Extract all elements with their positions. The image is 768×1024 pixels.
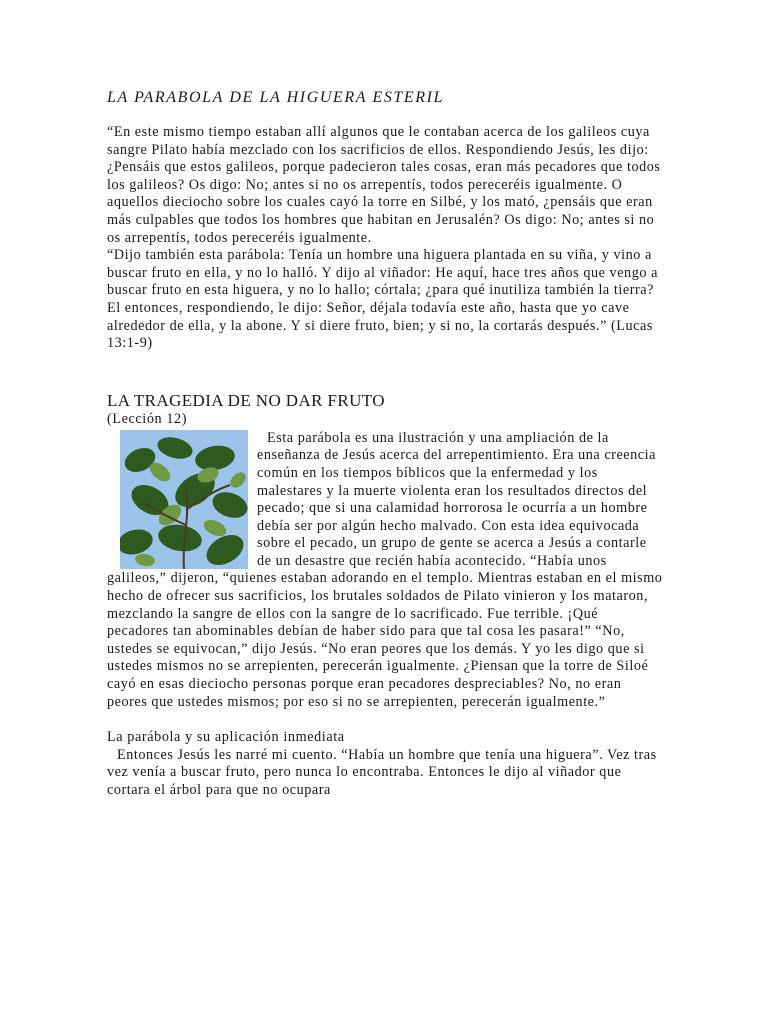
document-title: LA PARABOLA DE LA HIGUERA ESTERIL [107,89,445,106]
fig-tree-image [120,430,248,569]
section-title: LA TRAGEDIA DE NO DAR FRUTO [107,390,385,410]
body-paragraph-2: Entonces Jesús les narré mi cuento. “Había un hombre que tenía una higuera”. Vez tras vez venía a buscar fruto, pero nunca lo encontraba. Entonces le dijo al viñador que cortara el árbol para que no ocupara [107,746,657,798]
body-block [107,430,663,712]
scripture-paragraph-1: “En este mismo tiempo estaban allí algunos que le contaban acerca de los galileos cuya sangre Pilato había mezclado con los sacrificios de ellos. Respondiendo Jesús, les dijo: ¿Pensáis que estos galileos, porque padecieron tales cosas, eran más pecadores que todos los galileos? Os digo: No; antes si no os arrepentís, todos pereceréis igualmente. O aquellos dieciocho sobre los cuales cayó la torre en Silbé, y los mató, ¿pensáis que eran más culpables que todos los hombres que habitan en Jerusalén? Os digo: No; antes si no os arrepentís, todos pereceréis igualmente. [107,124,661,246]
body-paragraph-1: Esta parábola es una ilustración y una ampliación de la enseñanza de Jesús acerca del arrepentimiento. Era una creencia común en los tiempos bíblicos que la enfermedad y los malestares y la muerte violenta eran los resultados directos del pecado; que si una calamidad horrorosa le ocurría a un hombre debía ser por algún hecho malvado. Con esta idea equivocada sobre el pecado, un grupo de gente se acerca a Jesús a contarle de un desastre que recién había acontecido. “Había unos galileos,” dijeron, “quienes estaban adorando en el templo. Mientras estaban en el mismo hecho de ofrecer sus sacrificios, los brutales soldados de Pilato vinieron y los mataron, mezclando la sangre de ellos con la sangre de lo sacrificado. Fue terrible. ¡Qué pecadores tan abominables debían de haber sido para que tal cosa les pasara!” “No, ustedes se equivocan,” dijo Jesús. “No eran peores que los demás. Y yo les digo que si ustedes mismos no se arrepienten, perecerán igualmente. ¿Piensan que la torre de Siloé cayó en esas dieciocho personas porque eran pecadores despreciables? No, no eran peores que ustedes mismos; por eso si no se arrepienten, perecerán igualmente.” [107,429,663,710]
scripture-block [107,124,663,353]
subsection-title: La parábola y su aplicación inmediata [107,729,345,746]
scripture-paragraph-2: “Dijo también esta parábola: Tenía un hombre una higuera plantada en su viña, y vino a buscar fruto en ella, y no lo halló. Y dijo al viñador: He aquí, hace tres años que vengo a buscar fruto en esta higuera, y no lo hallo; córtala; ¿para qué inutiliza también la tierra? El entonces, respondiendo, le dijo: Señor, déjala todavía este año, hasta que yo cave alrededor de ella, y la abone. Y si diere fruto, bien; y si no, la cortarás después.” (Lucas 13:1-9) [107,247,658,352]
fig-leaves-illustration [120,430,248,569]
document-page [107,88,663,800]
lesson-label: (Lección 12) [107,410,188,427]
